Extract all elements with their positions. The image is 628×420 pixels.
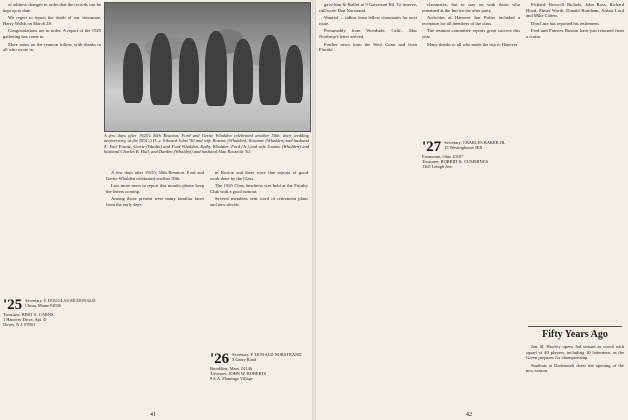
address-line: China, Maine 04926	[25, 303, 62, 309]
photo-figure	[123, 43, 143, 103]
paragraph: Fred and Frances Buxton have just returned from a cruise.	[526, 28, 624, 39]
photo-figure	[150, 33, 172, 105]
class-note-1927	[422, 140, 520, 170]
paragraph: Students at Dartmouth cheer the opening of the new season.	[526, 362, 624, 374]
secretary-line: Secretary, F. DONALD NORSTRAND	[232, 352, 302, 357]
treasurer-line: Treasurer, ROBERT K. CUMMINGS	[422, 159, 489, 165]
paragraph: Congratulations are in order. A report of the 1925 gathering has come in.	[3, 28, 101, 39]
photo-figure	[259, 35, 281, 105]
paragraph: of address changes in order that the records can be kept up to date.	[3, 2, 101, 13]
paragraph: A few days after 1925's 50th Reunion. Ford and Gertie Whalden celebrated another 50th.	[106, 170, 204, 181]
paragraph: Jan. B. Hawley opens 3rd season as coach with squad of 40 players, including 10 lettermen, as the Green prepares for championship.	[526, 344, 624, 361]
photo-figure	[285, 45, 303, 103]
paragraph: Lots more news to report this month; please keep the letters coming.	[106, 183, 204, 194]
paragraph: classmates; but to stay on with those who remained at the Inn for the after party.	[422, 2, 520, 13]
class-year: '25	[3, 297, 23, 313]
paragraph: Several members sent word of retirement plans and new travels.	[210, 196, 308, 207]
left-column-1	[3, 2, 101, 292]
fifty-years-ago-heading: Fifty Years Ago	[542, 329, 608, 340]
secretary-line: Secretary, CHARLES BAKER JR.	[444, 140, 506, 145]
address-line: 1165 Lehigh Ave	[422, 164, 452, 170]
address-line: 15 Westinghouse Hill	[444, 145, 483, 151]
paragraph: More notes on the reunion follow, with thanks to all who wrote in.	[3, 41, 101, 53]
class-year: '27	[422, 139, 442, 155]
right-column-2	[422, 2, 520, 132]
paragraph: We regret to report the death of our classmate, Harry Walsh on March 28.	[3, 15, 101, 26]
class-note-1925	[3, 298, 101, 328]
paragraph: Presumably from Woodside, Calif., Mac Northrop's letter arrived.	[319, 28, 417, 39]
section-rule	[528, 326, 622, 327]
paragraph: gave him & Buffet at 9 Garretson Rd. To reserve, call/write Don Norstrand.	[319, 2, 417, 13]
address-line: 9 S.A. Flamingo Village	[210, 376, 253, 382]
left-column-3	[210, 170, 308, 350]
paragraph: The 1925 Class luncheon was held at the Faculty Club with a good turnout.	[210, 183, 308, 194]
treasurer-line: Treasurer, JOHN W. ROBERTS	[210, 371, 267, 377]
fifty-years-ago-column	[526, 344, 624, 408]
photo-figure	[179, 38, 199, 104]
paragraph: Don Lutz has reported his retirement.	[531, 20, 600, 26]
page-number: 42	[466, 412, 472, 418]
right-column-3	[526, 2, 624, 322]
photo-figure	[205, 31, 227, 106]
address-line: Dover, N.J. 07801	[3, 322, 36, 328]
paragraph: Activities at Hanover Inn Fisher included a reception for all members of the class.	[422, 15, 520, 26]
paragraph: Further news from the West Coast and from Florida.	[319, 41, 417, 53]
address-line: 3 Garry Road	[232, 357, 257, 363]
paragraph: Wanted — tidbits from fellow classmates for next issue.	[319, 15, 417, 26]
class-note-1926	[210, 352, 308, 382]
paragraph: Pickard, Roswell Nichols, John Ross, Richard Hood, Elmer Worth, Donald Burnham, Arthur Lord and Mike Cohen.	[526, 2, 624, 19]
right-column-1	[319, 2, 417, 407]
address-line: Brookline, Mass. 02146	[210, 366, 253, 371]
paragraph: The reunion committee reports great success this year.	[422, 28, 520, 39]
paragraph: in Boston and there were fine reports of good work done by the Class.	[210, 170, 308, 181]
reunion-photo	[104, 2, 311, 132]
photo-caption: A few days after 1925's 50th Reunion, Ford and Gertie Whalden celebrated another 50th, their wedding anniversary, at the DOC:) (I.–r. Edward Jobst '50 and wife Roxane (Whalden), Rosanne (Whalden) and husband E. Earl Frantz, Gertie (Wanlin) and Ford Whalden, Kathy Whalden, Ford (Jr.) and wife Joanne (Whalden) and husband Charles B. Hull, and Darden (Whalden) and husband Alan Roczecki '61.	[104, 133, 309, 155]
secretary-line: Secretary, F. DOUGLAS MCDONALD	[25, 298, 96, 303]
treasurer-line: Treasurer, BERT A. CARNS	[3, 312, 54, 317]
left-column-2	[106, 170, 204, 360]
address-line: 1 Hanover Drive, Apt. D	[3, 317, 47, 323]
paragraph: Among those present were many familiar faces from the early days.	[106, 196, 204, 207]
left-page	[0, 0, 312, 420]
class-year: '26	[210, 351, 230, 367]
photo-figure	[233, 39, 253, 104]
page-number: 41	[150, 412, 156, 418]
paragraph: Many thanks to all who made the trip to Hanover.	[427, 41, 519, 47]
address-line: Fairmount, Ohio 43107	[422, 154, 464, 159]
right-page	[316, 0, 628, 420]
